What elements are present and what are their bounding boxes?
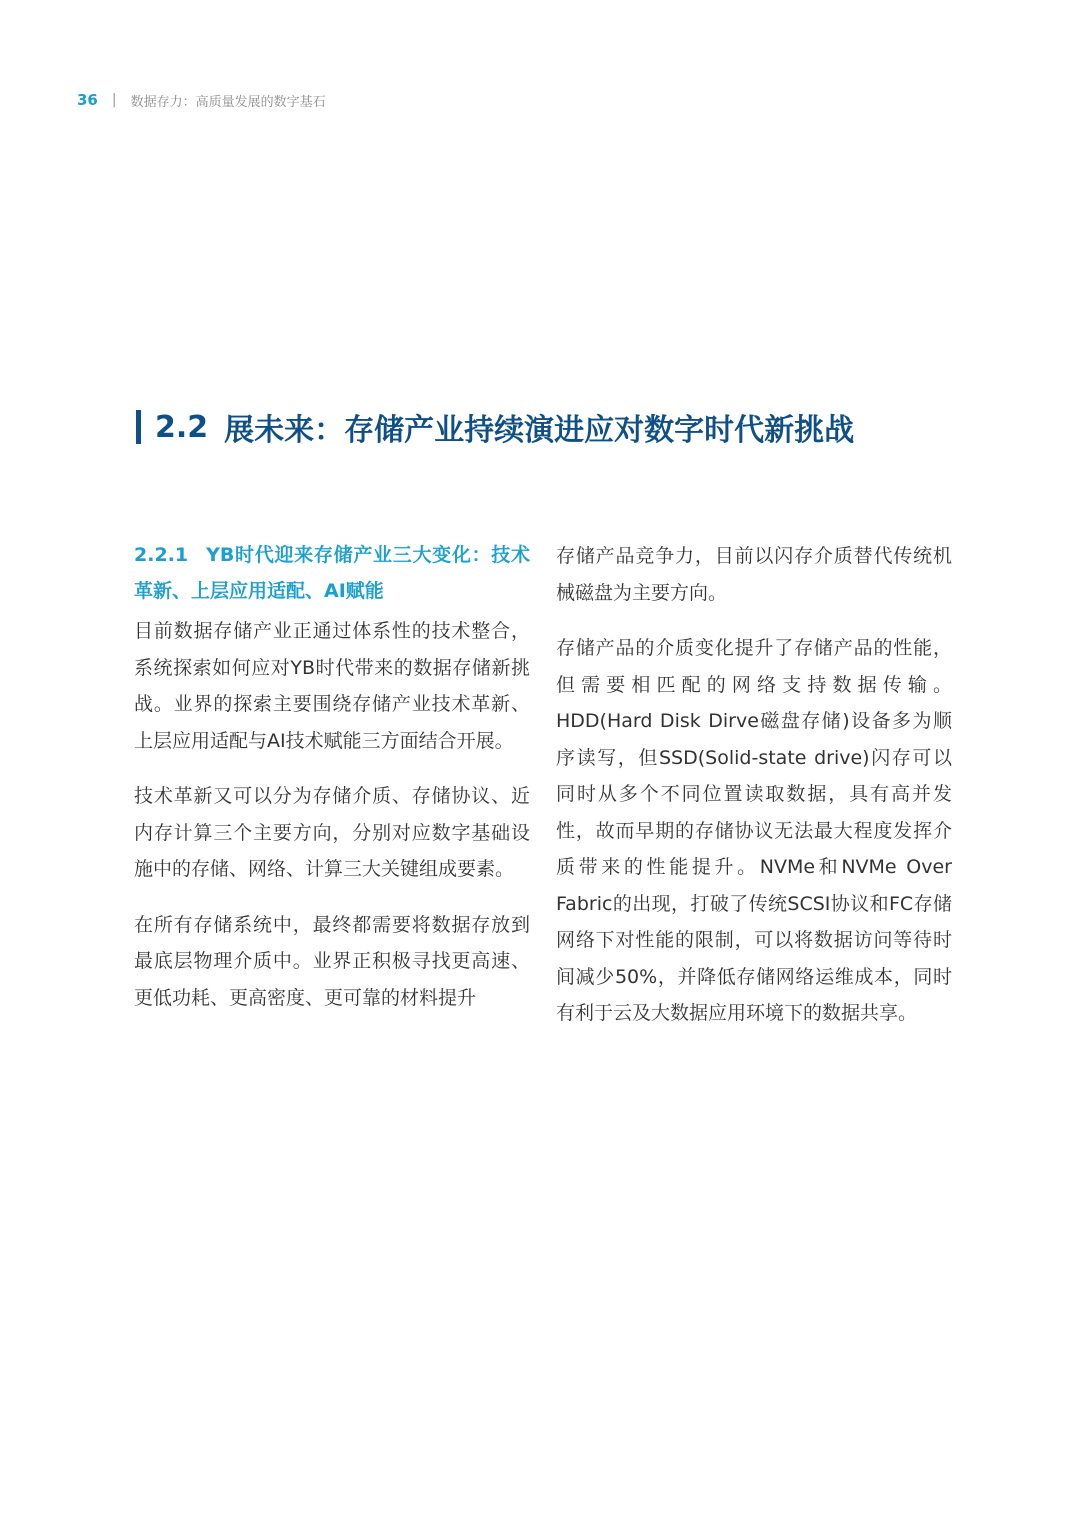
heading-accent-bar [136,410,141,444]
subsection-number: 2.2.1 [134,544,189,566]
subsection-heading [134,537,530,609]
body-paragraph: 技术革新又可以分为存储介质、存储协议、近内存计算三个主要方向，分别对应数字基础设施中的存储、网络、计算三大关键组成要素。 [134,785,530,880]
left-column [134,537,530,1035]
section-number: 2.2 [155,409,209,445]
body-paragraph: 存储产品竞争力，目前以闪存介质替代传统机械磁盘为主要方向。 [556,545,952,604]
body-paragraph: 目前数据存储产业正通过体系性的技术整合，系统探索如何应对YB时代带来的数据存储新挑战。业界的探索主要围绕存储产业技术革新、上层应用适配与AI技术赋能三方面结合开展。 [134,620,530,752]
running-header [77,88,326,112]
body-paragraph: 存储产品的介质变化提升了存储产品的性能，但需要相匹配的网络支持数据传输。HDD(Hard Disk Dirve磁盘存储)设备多为顺序读写，但SSD(Solid-state drive)闪存可以同时从多个不同位置读取数据，具有高并发性，故而早期的存储协议无法最大程度发挥介质带来的性能提升。NVMe和NVMe Over Fabric的出现，打破了传统SCSI协议和FC存储网络下对性能的限制，可以将数据访问等待时间减少50%，并降低存储网络运维成本，同时有利于云及大数据应用环境下的数据共享。 [556,637,952,1024]
subsection-title: YB时代迎来存储产业三大变化：技术革新、上层应用适配、AI赋能 [134,544,530,602]
body-paragraph: 在所有存储系统中，最终都需要将数据存放到最底层物理介质中。业界正积极寻找更高速、更低功耗、更高密度、更可靠的材料提升 [134,913,530,1009]
right-column [556,538,952,1051]
page-number: 36 [77,91,98,109]
running-title: 数据存力：高质量发展的数字基石 [130,94,326,110]
header-divider: | [111,92,117,108]
section-title: 展未来：存储产业持续演进应对数字时代新挑战 [224,413,855,448]
section-heading [136,404,854,450]
